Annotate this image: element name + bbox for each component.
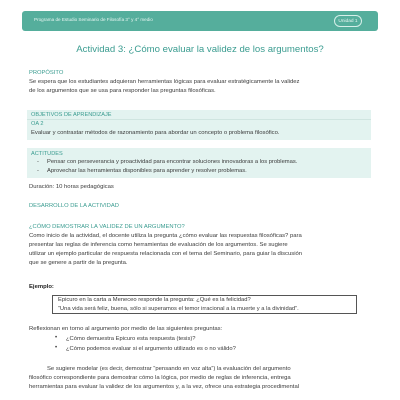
actitud-item (37, 159, 298, 165)
desarrollo-line-2: presentar las reglas de inferencia como herramientas de evaluación de los argumentos. Se sugiere (29, 242, 288, 248)
desarrollo-line-4: que se genere a partir de la pregunta. (29, 260, 128, 266)
header-band (22, 11, 378, 31)
actitudes-label: ACTITUDES (31, 151, 63, 157)
unit-badge: Unidad 1 (334, 15, 362, 27)
closing-line-2: filosófico correspondiente para demostrar cómo la lógica, por medio de reglas de inferencia, entrega (29, 375, 291, 381)
actitudes-box (27, 148, 371, 178)
activity-title: Actividad 3: ¿Cómo evaluar la validez de los argumentos? (76, 44, 324, 55)
duracion: Duración: 10 horas pedagógicas (29, 184, 114, 190)
proposito-line-1: Se espera que los estudiantes adquieran herramientas lógicas para evaluar estratégicamente la validez (29, 79, 300, 85)
dash-marker: - (37, 159, 39, 165)
reflexion-intro: Reflexionan en torno al argumento por medio de las siguientes preguntas: (29, 326, 223, 332)
bullet-icon: • (55, 335, 58, 341)
dash-marker: - (37, 168, 39, 174)
ejemplo-line-1: Epicuro en la carta a Meneceo responde la pregunta: ¿Qué es la felicidad? (58, 297, 251, 303)
desarrollo-label: DESARROLLO DE LA ACTIVIDAD (29, 203, 119, 209)
closing-line-3: herramientas para evaluar la validez de los argumentos y, a la vez, ofrece una estrategia procedimental (29, 384, 300, 390)
objetivos-header (27, 110, 371, 120)
actitud-text: Aprovechar las herramientas disponibles para aprender y resolver problemas. (47, 168, 247, 174)
reflexion-bullet-text: ¿Cómo demuestra Epicuro esta respuesta (tesis)? (66, 336, 196, 342)
bullet-icon: • (55, 345, 58, 351)
program-title: Programa de Estudio Seminario de Filosofía 3° y 4° medio (34, 17, 153, 22)
actitud-text: Pensar con perseverancia y proactividad para encontrar soluciones innovadoras a los problemas. (47, 159, 298, 165)
desarrollo-line-3: utilizar un ejemplo particular de respuesta relacionada con el tema del Seminario, para guiar la discusión (29, 251, 303, 257)
objetivos-label: OBJETIVOS DE APRENDIZAJE (31, 112, 112, 118)
closing-line-1: Se sugiere modelar (es decir, demostrar “pensando en voz alta”) la evaluación del argumento (47, 366, 291, 372)
oa-code: OA 2 (31, 121, 44, 127)
actitud-item (37, 168, 247, 174)
reflexion-bullet-text: ¿Cómo podemos evaluar si el argumento utilizado es o no válido? (66, 346, 236, 352)
desarrollo-line-1: Como inicio de la actividad, el docente utiliza la pregunta ¿cómo evaluar las respuestas filosóficas? para (29, 233, 302, 239)
proposito-label: PROPÓSITO (29, 70, 64, 76)
ejemplo-label: Ejemplo: (29, 284, 54, 290)
reflexion-bullet (55, 345, 236, 352)
desarrollo-question: ¿CÓMO DEMOSTRAR LA VALIDEZ DE UN ARGUMENTO? (29, 224, 185, 230)
reflexion-bullet (55, 335, 196, 342)
oa-text: Evaluar y contrastar métodos de razonamiento para abordar un concepto o problema filosófico. (31, 130, 280, 136)
objetivos-box (27, 110, 371, 140)
ejemplo-box (52, 295, 357, 314)
ejemplo-line-2: “Una vida será feliz, buena, sólo si superamos el temor irracional a la muerte y a la divinidad”. (58, 306, 299, 312)
proposito-line-2: de los argumentos que se usa para responder las preguntas filosóficas. (29, 88, 216, 94)
